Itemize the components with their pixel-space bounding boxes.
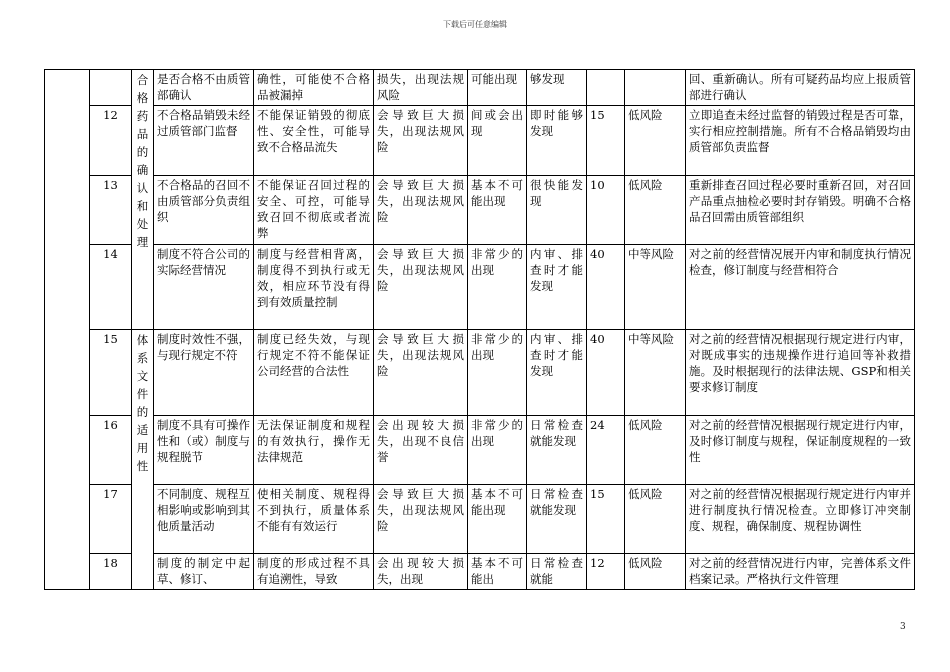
row-number: 14: [90, 245, 132, 330]
row-number: 17: [90, 485, 132, 554]
risk-probability: 非常少的出现: [468, 330, 527, 416]
risk-detectability: 日常检查就能发现: [527, 485, 587, 554]
risk-consequence: 会出现较大损失，出现不良信誉: [374, 416, 468, 485]
table-row: [45, 554, 915, 590]
risk-probability: 基本不可能出现: [468, 176, 527, 245]
blank-column: [45, 70, 90, 590]
risk-cause: 制度的形成过程不具有追溯性，导致: [254, 554, 374, 590]
risk-item: 不同制度、规程互相影响或影响到其他质量活动: [154, 485, 254, 554]
risk-item: 不合格品的召回不由质管部分负责组织: [154, 176, 254, 245]
row-number: 12: [90, 106, 132, 176]
risk-cause: 确性，可能使不合格品被漏掉: [254, 70, 374, 106]
risk-score: 40: [587, 245, 625, 330]
control-measure: 对之前的经营情况进行内审，完善体系文件档案记录。严格执行文件管理: [686, 554, 915, 590]
risk-probability: 可能出现: [468, 70, 527, 106]
row-number: 15: [90, 330, 132, 416]
risk-detectability: 即时能够发现: [527, 106, 587, 176]
risk-item: 制度不具有可操作性和（或）制度与规程脱节: [154, 416, 254, 485]
risk-score: 10: [587, 176, 625, 245]
risk-level: 低风险: [625, 176, 686, 245]
control-measure: 对之前的经营情况根据现行规定进行内审，对既成事实的违规操作进行追回等补救措施。及时根据现行的法律法规、GSP和相关要求修订制度: [686, 330, 915, 416]
risk-detectability: 内审、排查时才能发现: [527, 245, 587, 330]
risk-consequence: 会出现较大损失，出现: [374, 554, 468, 590]
control-measure: 重新排查召回过程必要时重新召回，对召回产品重点抽检必要时封存销毁。明确不合格品召回需由质管部组织: [686, 176, 915, 245]
risk-level: 中等风险: [625, 330, 686, 416]
risk-item: 是否合格不由质管部确认: [154, 70, 254, 106]
row-number: [90, 70, 132, 106]
risk-consequence: 会导致巨大损失，出现法规风险: [374, 176, 468, 245]
risk-cause: 制度与经营相背离，制度得不到执行或无效，相应环节没有得到有效质量控制: [254, 245, 374, 330]
risk-level: 低风险: [625, 416, 686, 485]
header-note: 下载后可任意编辑: [443, 20, 507, 29]
table-row: [45, 176, 915, 245]
category-label: 体系文件的适用性: [136, 333, 149, 473]
risk-consequence: 会导致巨大损失，出现法规风险: [374, 106, 468, 176]
risk-probability: 间或会出现: [468, 106, 527, 176]
risk-item: 不合格品销毁未经过质管部门监督: [154, 106, 254, 176]
control-measure: 立即追查未经过监督的销毁过程是否可靠，实行相应控制措施。所有不合格品销毁均由质管部负责监督: [686, 106, 915, 176]
risk-score: 40: [587, 330, 625, 416]
control-measure: 对之前的经营情况根据现行规定进行内审，及时修订制度与规程，保证制度规程的一致性: [686, 416, 915, 485]
risk-probability: 非常少的出现: [468, 245, 527, 330]
risk-cause: 不能保证销毁的彻底性、安全性，可能导致不合格品流失: [254, 106, 374, 176]
risk-detectability: 很快能发现: [527, 176, 587, 245]
risk-item: 制度的制定中起草、修订、: [154, 554, 254, 590]
table-row: [45, 106, 915, 176]
risk-score: [587, 70, 625, 106]
table-row: [45, 416, 915, 485]
risk-score: 12: [587, 554, 625, 590]
category-cell: [132, 70, 154, 330]
risk-level: 低风险: [625, 485, 686, 554]
table-row: [45, 485, 915, 554]
risk-level: 低风险: [625, 106, 686, 176]
risk-item: 制度时效性不强，与现行规定不符: [154, 330, 254, 416]
risk-level: 中等风险: [625, 245, 686, 330]
control-measure: 对之前的经营情况根据现行规定进行内审并进行制度执行情况检查。立即修订冲突制度、规程，确保制度、规程协调性: [686, 485, 915, 554]
risk-consequence: 损失，出现法规风险: [374, 70, 468, 106]
risk-item: 制度不符合公司的实际经营情况: [154, 245, 254, 330]
control-measure: 回、重新确认。所有可疑药品均应上报质管部进行确认: [686, 70, 915, 106]
risk-detectability: 内审、排查时才能发现: [527, 330, 587, 416]
risk-consequence: 会导致巨大损失，出现法规风险: [374, 485, 468, 554]
risk-detectability: 日常检查就能发现: [527, 416, 587, 485]
risk-score: 15: [587, 485, 625, 554]
risk-cause: 无法保证制度和规程的有效执行，操作无法律规范: [254, 416, 374, 485]
category-label: 合格药品的确认和处理: [136, 73, 149, 249]
table-row: [45, 245, 915, 330]
page-number: 3: [900, 622, 906, 632]
risk-probability: 基本不可能出现: [468, 485, 527, 554]
row-number: 16: [90, 416, 132, 485]
risk-detectability: 日常检查就能: [527, 554, 587, 590]
risk-cause: 使相关制度、规程得不到执行，质量体系不能有有效运行: [254, 485, 374, 554]
risk-score: 24: [587, 416, 625, 485]
category-cell: [132, 330, 154, 590]
risk-consequence: 会导致巨大损失，出现法规风险: [374, 330, 468, 416]
risk-level: [625, 70, 686, 106]
risk-probability: 非常少的出现: [468, 416, 527, 485]
risk-detectability: 够发现: [527, 70, 587, 106]
risk-assessment-table: [44, 69, 915, 590]
row-number: 13: [90, 176, 132, 245]
risk-cause: 制度已经失效，与现行规定不符不能保证公司经营的合法性: [254, 330, 374, 416]
risk-level: 低风险: [625, 554, 686, 590]
risk-score: 15: [587, 106, 625, 176]
risk-cause: 不能保证召回过程的安全、可控，可能导致召回不彻底或者流弊: [254, 176, 374, 245]
risk-consequence: 会导致巨大损失，出现法规风险: [374, 245, 468, 330]
row-number: 18: [90, 554, 132, 590]
table-row: [45, 330, 915, 416]
risk-probability: 基本不可能出: [468, 554, 527, 590]
control-measure: 对之前的经营情况展开内审和制度执行情况检查，修订制度与经营相符合: [686, 245, 915, 330]
table-row: [45, 70, 915, 106]
